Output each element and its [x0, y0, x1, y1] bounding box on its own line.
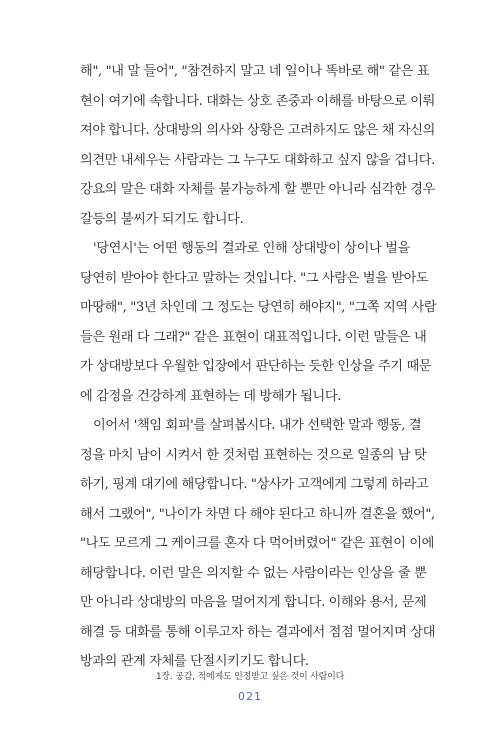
text-line: 현이 여기에 속합니다. 대화는 상호 존중과 이해를 바탕으로 이뤄 [80, 93, 435, 109]
page-number: 021 [238, 690, 262, 703]
text-line: 강요의 말은 대화 자체를 불가능하게 할 뿐만 아니라 심각한 경우 [80, 182, 435, 197]
text-line: 정을 마치 남이 시켜서 한 것처럼 표현하는 것으로 일종의 남 탓 [80, 447, 427, 463]
text-line: 해결 등 대화를 통해 이루고자 하는 결과에서 점점 멀어지며 상대 [80, 624, 435, 640]
text-line: 해", "내 말 들어", "참견하지 말고 네 일이나 똑바로 해" 같은 표 [80, 64, 430, 79]
text-line: 갈등의 불씨가 되기도 합니다. [80, 211, 244, 227]
text-line: 이어서 '책임 회피'를 살펴봅시다. 내가 선택한 말과 행동, 결 [93, 418, 422, 433]
paragraph [80, 57, 435, 234]
paragraph [80, 234, 435, 411]
text-line: 해당합니다. 이런 말은 의지할 수 없는 사람이라는 인상을 줄 뿐 [80, 565, 427, 581]
paragraph [80, 411, 435, 677]
running-footer-title: 1장. 공감, 적에게도 인정받고 싶은 것이 사람이다 [155, 672, 345, 682]
body-text [80, 57, 435, 677]
text-line: 마땅해", "3년 차인데 그 정도는 당연히 해야지", "그쪽 지역 사람 [80, 300, 437, 315]
text-line: 당연히 받아야 한다고 말하는 것입니다. "그 사람은 벌을 받아도 [80, 270, 429, 286]
text-line: '당연시'는 어떤 행동의 결과로 인해 상대방이 상이나 벌을 [93, 241, 410, 256]
text-line: "나도 모르게 그 케이크를 혼자 다 먹어버렸어" 같은 표현이 이에 [80, 536, 434, 551]
text-line: 하기, 핑계 대기에 해당합니다. "상사가 고객에게 그렇게 하라고 [80, 477, 429, 492]
text-line: 가 상대방보다 우월한 입장에서 판단하는 듯한 인상을 주기 때문 [80, 359, 432, 374]
text-line: 들은 원래 다 그래?" 같은 표현이 대표적입니다. 이런 말들은 내 [80, 329, 427, 345]
text-line: 해서 그랬어", "나이가 차면 다 해야 된다고 하니까 결혼을 했어", [80, 506, 435, 522]
text-line: 져야 합니다. 상대방의 의사와 상황은 고려하지도 않은 채 자신의 [80, 123, 435, 138]
text-line: 만 아니라 상대방의 마음을 멀어지게 합니다. 이해와 용서, 문제 [80, 595, 427, 610]
text-line: 방과의 관계 자체를 단절시키기도 합니다. [80, 654, 309, 669]
text-line: 에 감정을 건강하게 표현하는 데 방해가 됩니다. [80, 388, 341, 404]
text-line: 의견만 내세우는 사람과는 그 누구도 대화하고 싶지 않을 겁니다. [80, 152, 435, 168]
